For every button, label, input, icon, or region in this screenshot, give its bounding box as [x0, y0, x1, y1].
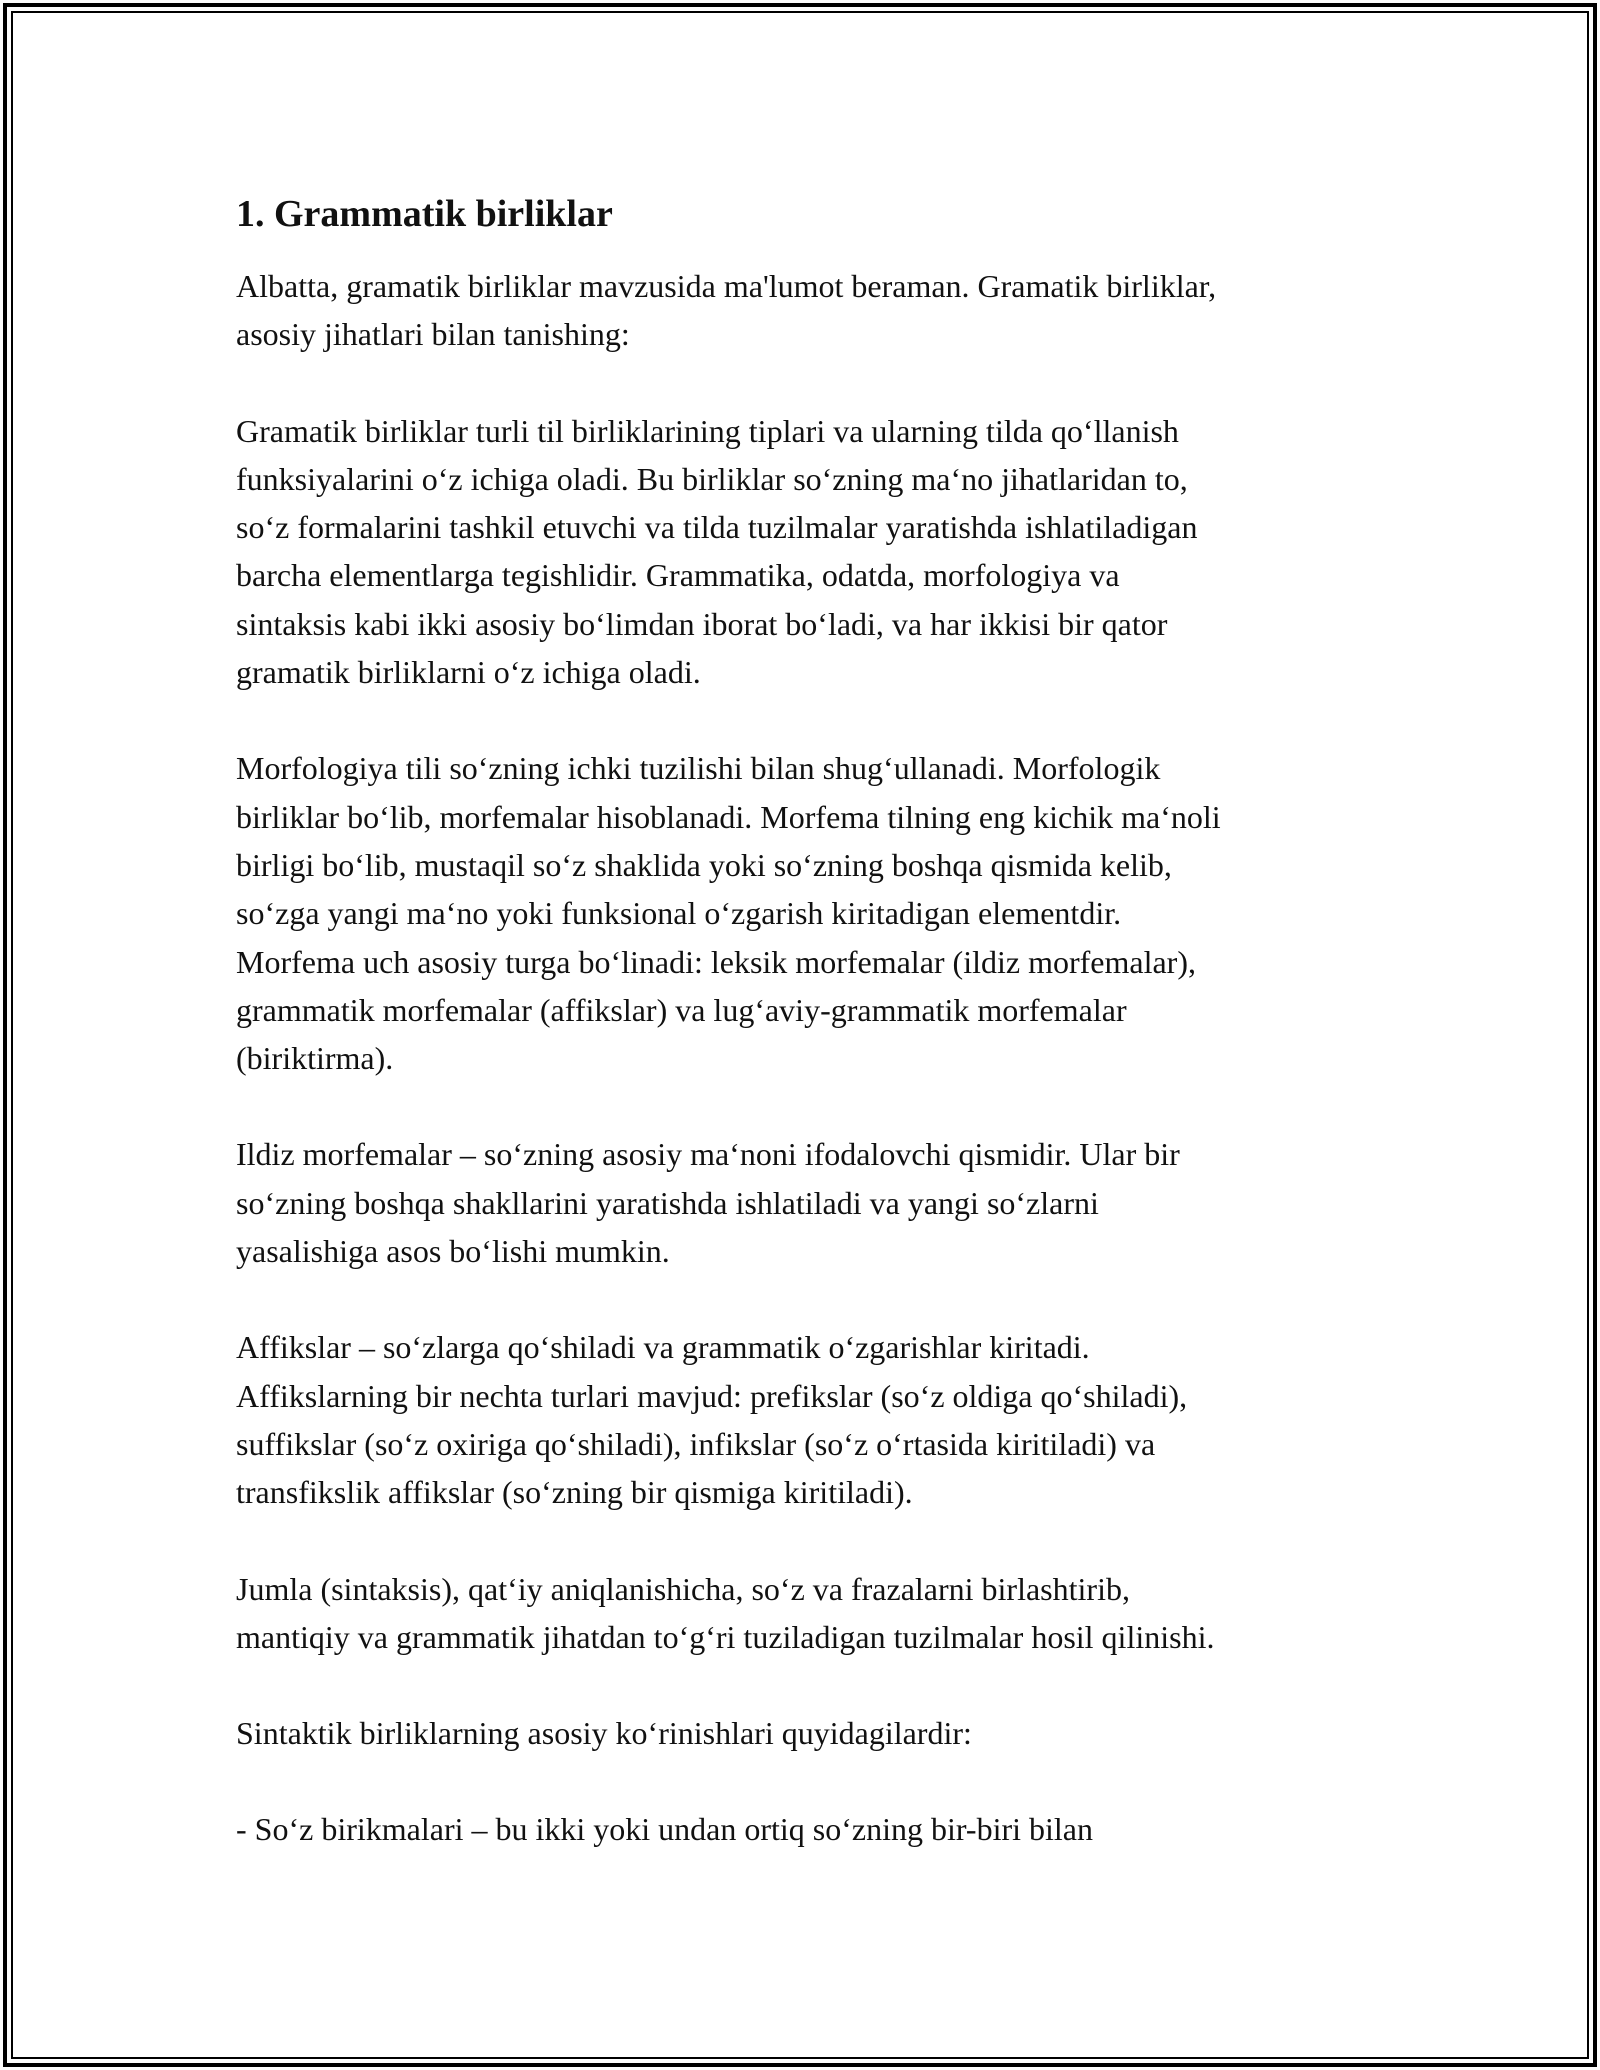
- paragraph-intro: Albatta, gramatik birliklar mavzusida ma'lumot beraman. Gramatik birliklar, asosiy jihatlari bilan tanishing:: [236, 268, 1217, 353]
- document-body: [236, 188, 1386, 1902]
- paragraph-root-morphemes: Ildiz morfemalar – so‘zning asosiy ma‘noni ifodalovchi qismidir. Ular bir so‘zning boshqa shakllarini yaratishda ishlatiladi va yangi so‘zlarni yasalishiga asos bo‘lishi mumkin.: [236, 1136, 1180, 1270]
- paragraph-syntax: Jumla (sintaksis), qat‘iy aniqlanishicha, so‘z va frazalarni birlashtirib, mantiqiy va grammatik jihatdan to‘g‘ri tuziladigan tuzilmalar hosil qilinishi.: [236, 1570, 1215, 1655]
- paragraph-affixes: Affikslar – so‘zlarga qo‘shiladi va grammatik o‘zgarishlar kiritadi. Affikslarning bir nechta turlari mavjud: prefikslar (so‘z oldiga qo‘shiladi), suffikslar (so‘z oxiriga qo‘shiladi), infikslar (so‘z o‘rtasida kiritiladi) va transfikslik affikslar (so‘zning bir qismiga kiritiladi).: [236, 1329, 1188, 1511]
- list-item-word-combinations: - So‘z birikmalari – bu ikki yoki undan ortiq so‘zning bir-biri bilan: [236, 1811, 1093, 1848]
- paragraph-morphology: Morfologiya tili so‘zning ichki tuzilishi bilan shug‘ullanadi. Morfologik birliklar bo‘lib, morfemalar hisoblanadi. Morfema tilning eng kichik ma‘noli birligi bo‘lib, mustaqil so‘z shaklida yoki so‘zning boshqa qismida kelib, so‘zga yangi ma‘no yoki funksional o‘zgarish kiritadigan elementdir. Morfema uch asosiy turga bo‘linadi: leksik morfemalar (ildiz morfemalar), grammatik morfemalar (affikslar) va lug‘aviy-grammatik morfemalar (biriktirma).: [236, 750, 1221, 1077]
- paragraph-grammatical-units: Gramatik birliklar turli til birliklarining tiplari va ularning tilda qo‘llanish funksiyalarini o‘z ichiga oladi. Bu birliklar so‘zning ma‘no jihatlaridan to, so‘z formalarini tashkil etuvchi va tilda tuzilmalar yaratishda ishlatiladigan barcha elementlarga tegishlidir. Grammatika, odatda, morfologiya va sintaksis kabi ikki asosiy bo‘limdan iborat bo‘ladi, va har ikkisi bir qator gramatik birliklarni o‘z ichiga oladi.: [236, 412, 1198, 691]
- paragraph-syntactic-units: Sintaktik birliklarning asosiy ko‘rinishlari quyidagilardir:: [236, 1715, 972, 1752]
- section-heading: 1. Grammatik birliklar: [236, 193, 613, 235]
